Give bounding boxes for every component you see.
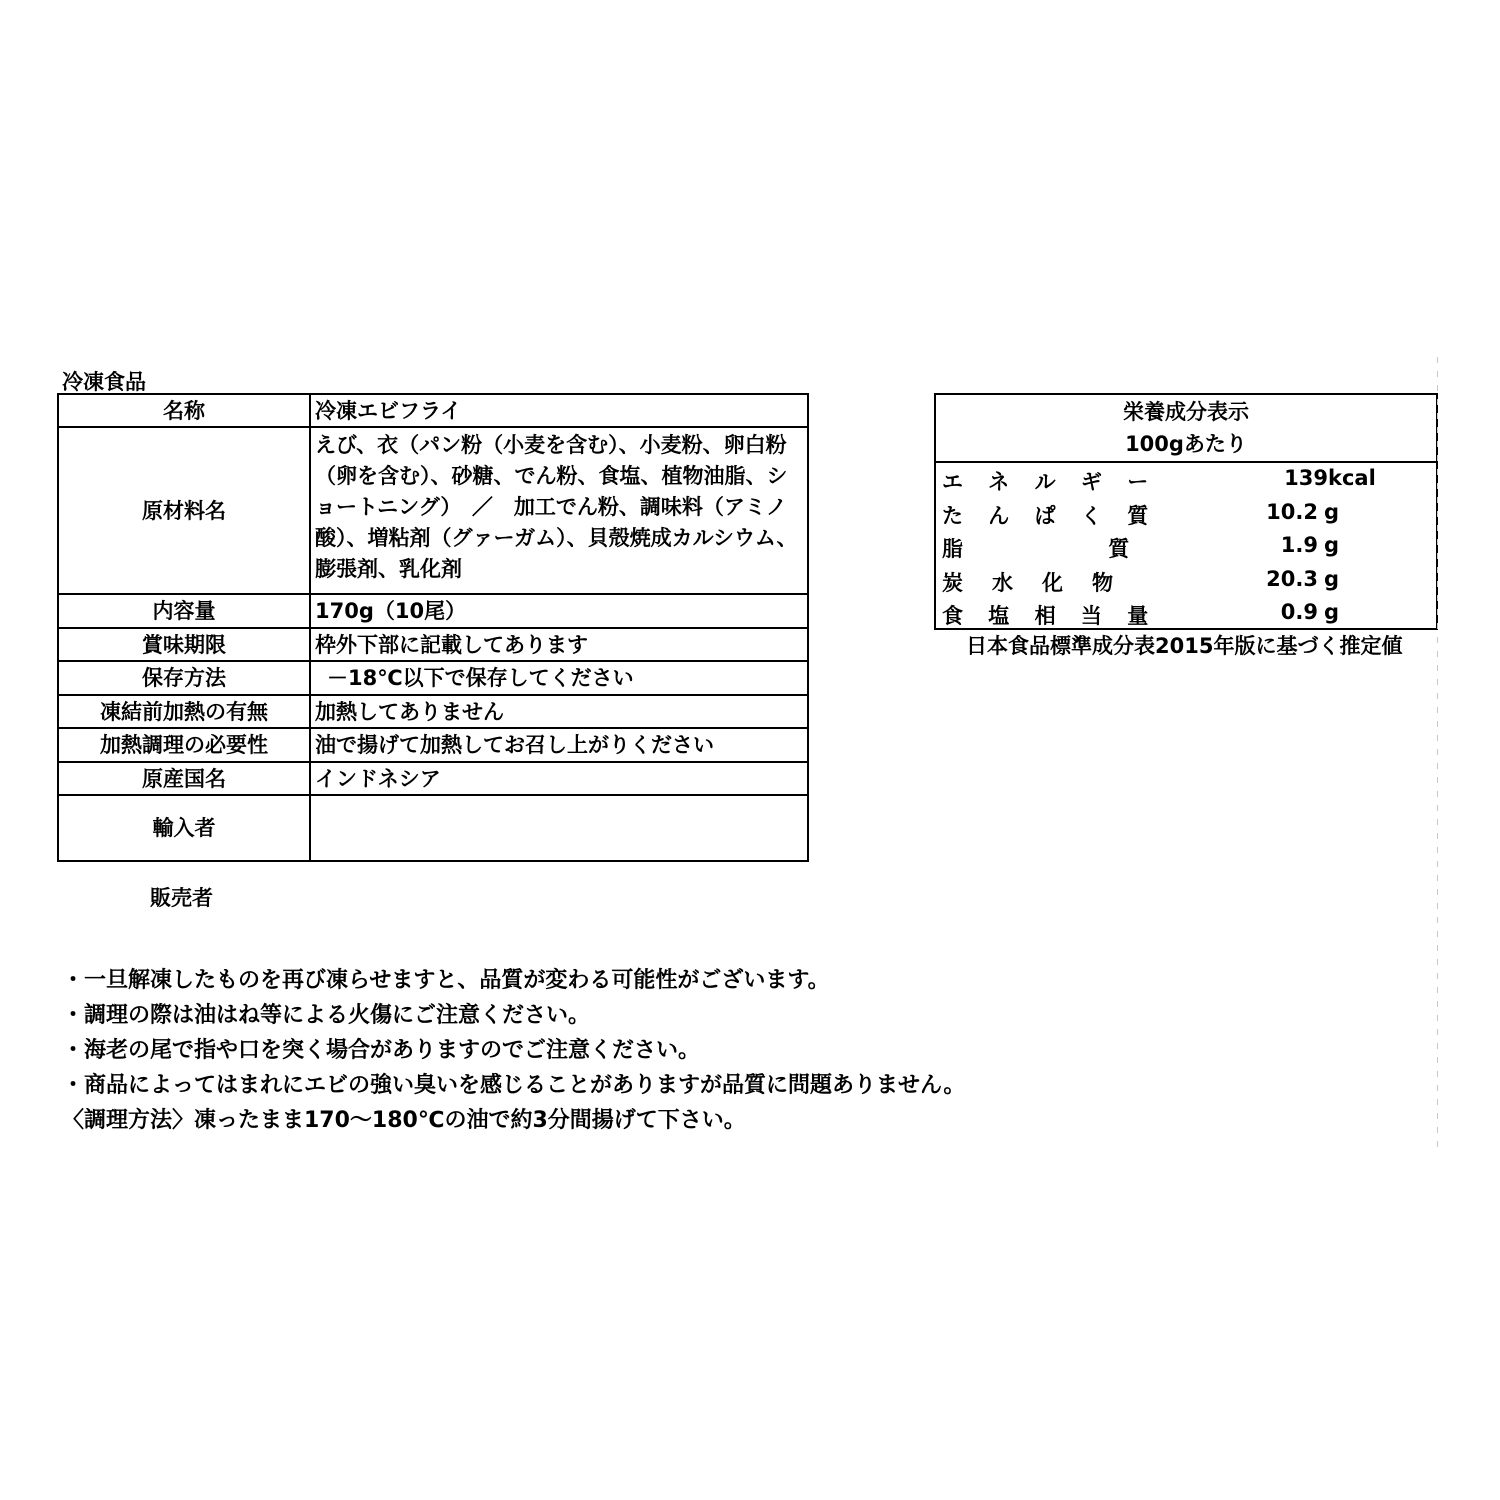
nutrient-unit: g (1324, 499, 1340, 524)
row-value: 冷凍エビフライ (310, 394, 808, 427)
row-value: 加熱してありません (310, 695, 808, 728)
caution-item: ・商品によってはまれにエビの強い臭いを感じることがありますが品質に問題ありません。 (62, 1073, 966, 1098)
nutrition-facts-box (934, 393, 1438, 630)
nutrient-unit: g (1324, 566, 1340, 591)
row-value: 油で揚げて加熱してお召し上がりください (310, 728, 808, 762)
nutrition-title: 栄養成分表示 (1123, 400, 1249, 424)
nutrition-row (936, 463, 1436, 497)
nutrition-header (936, 395, 1436, 463)
nutrient-unit: kcal (1328, 466, 1376, 490)
row-value: －18℃以下で保存してください (310, 661, 808, 695)
row-value: 170g（10尾） (310, 594, 808, 628)
table-row (58, 695, 808, 728)
nutrient-value: 1.9 (1280, 533, 1318, 558)
nutrient-value: 0.9 (1280, 600, 1318, 625)
nutrient-value: 20.3 (1266, 566, 1318, 591)
nutrient-name: 脂 質 (942, 537, 1139, 562)
dashed-divider (1437, 357, 1438, 1152)
row-value: 枠外下部に記載してあります (310, 628, 808, 661)
nutrient-name: 炭 水 化 物 (942, 570, 1117, 595)
nutrient-value: 10.2 (1266, 499, 1318, 524)
row-key: 加熱調理の必要性 (58, 728, 310, 762)
table-row (58, 795, 808, 861)
table-row (58, 728, 808, 762)
nutrient-name: た ん ぱ く 質 (942, 503, 1158, 528)
row-value (310, 795, 808, 861)
cautions-list (62, 963, 965, 1138)
category-label: 冷凍食品 (62, 370, 146, 394)
nutrition-source-note: 日本食品標準成分表2015年版に基づく推定値 (966, 634, 1403, 658)
nutrition-row (936, 497, 1436, 531)
nutrition-row (936, 597, 1436, 628)
row-key: 原材料名 (58, 427, 310, 594)
nutrient-name: 食 塩 相 当 量 (942, 604, 1158, 629)
table-row (58, 394, 808, 427)
caution-item: ・一旦解凍したものを再び凍らせますと、品質が変わる可能性がございます。 (62, 968, 830, 993)
caution-item: ・調理の際は油はね等による火傷にご注意ください。 (62, 1003, 591, 1028)
row-value: えび、衣（パン粉（小麦を含む）、小麦粉、卵白粉（卵を含む）、砂糖、でん粉、食塩、植物油脂、ショートニング） ／ 加工でん粉、調味料（アミノ酸）、増粘剤（グァーガム）、貝殻焼成カルシウム、膨張剤、乳化剤 (310, 427, 808, 594)
table-row (58, 594, 808, 628)
row-key: 賞味期限 (58, 628, 310, 661)
row-value: インドネシア (310, 762, 808, 795)
caution-item: ・海老の尾で指や口を突く場合がありますのでご注意ください。 (62, 1038, 701, 1063)
table-row (58, 427, 808, 594)
table-row (58, 661, 808, 695)
cooking-instructions: 〈調理方法〉凍ったまま170～180℃の油で約3分間揚げて下さい。 (62, 1108, 746, 1133)
table-row (58, 628, 808, 661)
nutrient-unit: g (1324, 600, 1340, 625)
row-key: 内容量 (58, 594, 310, 628)
nutrient-name: エ ネ ル ギ ー (942, 470, 1158, 494)
row-key: 名称 (58, 394, 310, 427)
row-key: 保存方法 (58, 661, 310, 695)
table-row (58, 762, 808, 795)
nutrition-row (936, 530, 1436, 564)
row-key: 凍結前加熱の有無 (58, 695, 310, 728)
nutrition-per: 100gあたり (1125, 432, 1247, 456)
product-label-table (57, 393, 809, 862)
nutrition-row (936, 564, 1436, 598)
seller-label: 販売者 (150, 886, 213, 910)
row-key: 輸入者 (58, 795, 310, 861)
row-key: 原産国名 (58, 762, 310, 795)
nutrient-unit: g (1324, 533, 1340, 558)
nutrient-value: 139 (1284, 466, 1328, 490)
